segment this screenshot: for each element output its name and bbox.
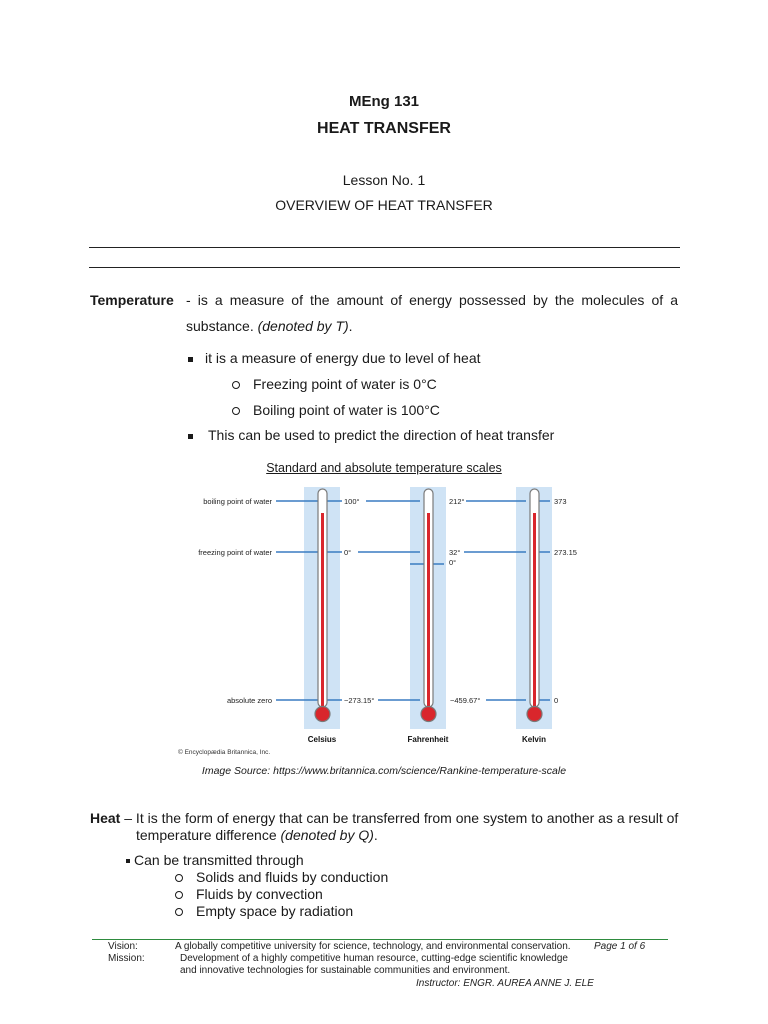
term-heat: Heat [90,810,121,826]
list-item [232,376,437,392]
list-item [175,886,323,902]
definition-text: temperature difference [136,827,281,843]
page-title: HEAT TRANSFER [317,120,451,137]
circle-bullet-icon [232,381,240,389]
list-item [126,852,304,868]
scale-name-kelvin: Kelvin [521,735,547,744]
circle-bullet-icon [232,407,240,415]
scale-name-fahrenheit: Fahrenheit [407,735,449,744]
bullet-text: Can be transmitted through [134,852,304,868]
temperature-definition-line1: - is a measure of the amount of energy possessed by the molecules of a [186,292,678,308]
celsius-freezing: 0° [344,548,352,557]
list-item [232,402,440,418]
circle-bullet-icon [175,891,183,899]
footer-mission-line2: and innovative technologies for sustainable communities and environment. [180,965,511,976]
kelvin-absolute: 0 [554,696,559,705]
list-item [188,350,481,366]
label-absolute: absolute zero [226,696,272,705]
sub-bullet-text: Solids and fluids by conduction [196,869,389,885]
square-bullet-icon [188,434,193,439]
bullet-text: it is a measure of energy due to level of heat [205,350,481,366]
kelvin-freezing: 273.15 [554,548,577,557]
fahrenheit-freezing: 32° [449,548,461,557]
sub-bullet-text: Fluids by convection [196,886,323,902]
figure-caption: Standard and absolute temperature scales [266,461,502,475]
fahrenheit-absolute: −459.67° [450,696,481,705]
square-bullet-icon [126,859,130,863]
heat-definition-text: – It is the form of energy that can be transferred from one system to another as a result of [120,810,679,826]
image-source: Image Source: https://www.britannica.com/science/Rankine-temperature-scale [201,765,567,777]
footer-page-number: Page 1 of 6 [594,941,646,952]
circle-bullet-icon [175,874,183,882]
label-boiling: boiling point of water [203,497,272,506]
term-temperature: Temperature [90,292,174,308]
lesson-number: Lesson No. 1 [342,172,426,188]
lesson-title: OVERVIEW OF HEAT TRANSFER [275,197,493,213]
sub-bullet-text: Boiling point of water is 100°C [253,402,440,418]
sub-bullet-text: Empty space by radiation [196,903,354,919]
list-item [188,427,554,443]
heat-definition-line1 [90,810,678,826]
sub-bullet-text: Freezing point of water is 0°C [253,376,437,392]
fahrenheit-zero: 0° [449,558,457,567]
heat-definition-line2 [136,827,378,843]
temperature-scales-figure [176,483,596,761]
figure-credit: © Encyclopædia Britannica, Inc. [178,749,271,756]
footer-rule [92,939,668,940]
fahrenheit-boiling: 212° [449,497,465,506]
square-bullet-icon [188,357,193,362]
footer-mission-line1: Development of a highly competitive human resource, cutting-edge scientific knowledge [180,953,568,964]
label-freezing: freezing point of water [198,548,272,557]
footer-instructor: Instructor: ENGR. AUREA ANNE J. ELE [416,978,594,989]
course-code: MEng 131 [348,93,420,110]
celsius-absolute: −273.15° [344,696,375,705]
list-item [175,869,388,885]
definition-symbol: (denoted by T) [257,318,349,334]
footer-vision-label: Vision: [108,941,138,952]
scale-name-celsius: Celsius [307,735,337,744]
bullet-text: This can be used to predict the direction of heat transfer [208,427,555,443]
definition-symbol: (denoted by Q) [280,827,374,843]
circle-bullet-icon [175,908,183,916]
definition-period: . [373,827,378,843]
definition-text: substance. [186,318,258,334]
footer-vision-text: A globally competitive university for science, technology, and environmental conservation. [175,941,571,952]
kelvin-boiling: 373 [554,497,567,506]
divider-bottom [89,267,680,268]
list-item [175,903,353,919]
footer-mission-label: Mission: [108,953,145,964]
definition-period: . [348,318,353,334]
celsius-boiling: 100° [344,497,360,506]
temperature-definition-line2 [186,318,353,334]
divider-top [89,247,680,248]
